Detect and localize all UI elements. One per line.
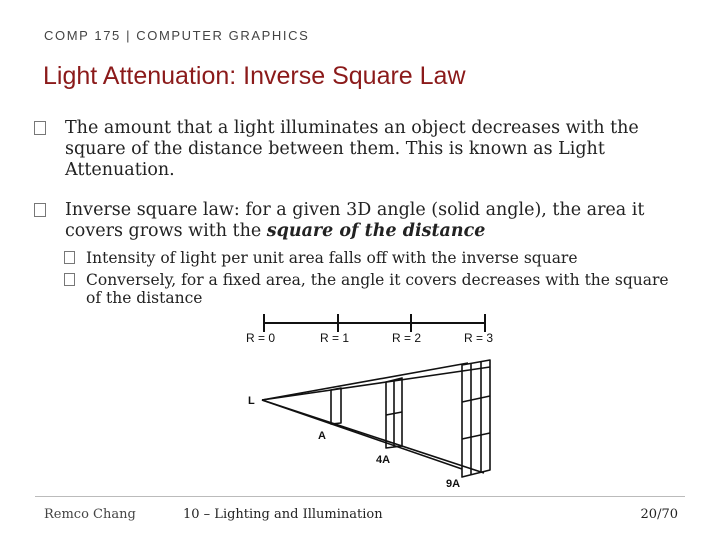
bullet-attenuation xyxy=(34,118,674,181)
sub-bullet-text: Conversely, for a fixed area, the angle it covers decreases with the square of the distance xyxy=(86,271,669,307)
footer-divider xyxy=(35,496,685,497)
inverse-square-diagram xyxy=(240,310,510,490)
sub-bullet-text: Intensity of light per unit area falls off with the inverse square xyxy=(86,249,578,267)
ruler-label-2: R = 2 xyxy=(392,331,422,345)
course-header: COMP 175 | COMPUTER GRAPHICS xyxy=(44,28,310,43)
bullet-text xyxy=(65,200,674,242)
bullet-text-main: Inverse square law: for a given 3D angle (solid angle), the area it covers grows with the xyxy=(65,200,645,241)
footer-page-number: 20/70 xyxy=(640,507,678,522)
ray-top xyxy=(262,367,490,400)
ruler-label-3: R = 3 xyxy=(464,331,494,345)
ray-bottom-back xyxy=(262,400,462,469)
source-label: L xyxy=(248,395,255,407)
ruler-label-0: R = 0 xyxy=(246,331,276,345)
sub-bullet-box-icon xyxy=(64,251,75,264)
sub-bullet-intensity xyxy=(64,249,684,267)
footer-lecture-title: 10 – Lighting and Illumination xyxy=(183,507,383,522)
area-a-panel xyxy=(331,388,341,424)
ray-top-back xyxy=(262,363,468,400)
area-label-4a: 4A xyxy=(376,454,391,466)
sub-bullet-fixed-area xyxy=(64,271,684,307)
bullet-inverse-square xyxy=(34,200,674,242)
bullet-emphasis: square of the distance xyxy=(266,221,486,241)
area-label-a: A xyxy=(318,430,326,442)
bullet-text: The amount that a light illuminates an object decreases with the square of the distance between them. This is known as Light Attenuation. xyxy=(65,118,639,180)
ruler-label-1: R = 1 xyxy=(320,331,350,345)
bullet-box-icon xyxy=(34,203,46,217)
sub-bullet-box-icon xyxy=(64,273,75,286)
area-9a-panel xyxy=(462,360,490,477)
footer-author: Remco Chang xyxy=(44,507,136,522)
bullet-box-icon xyxy=(34,121,46,135)
slide-title: Light Attenuation: Inverse Square Law xyxy=(43,62,466,90)
area-label-9a: 9A xyxy=(446,478,461,490)
